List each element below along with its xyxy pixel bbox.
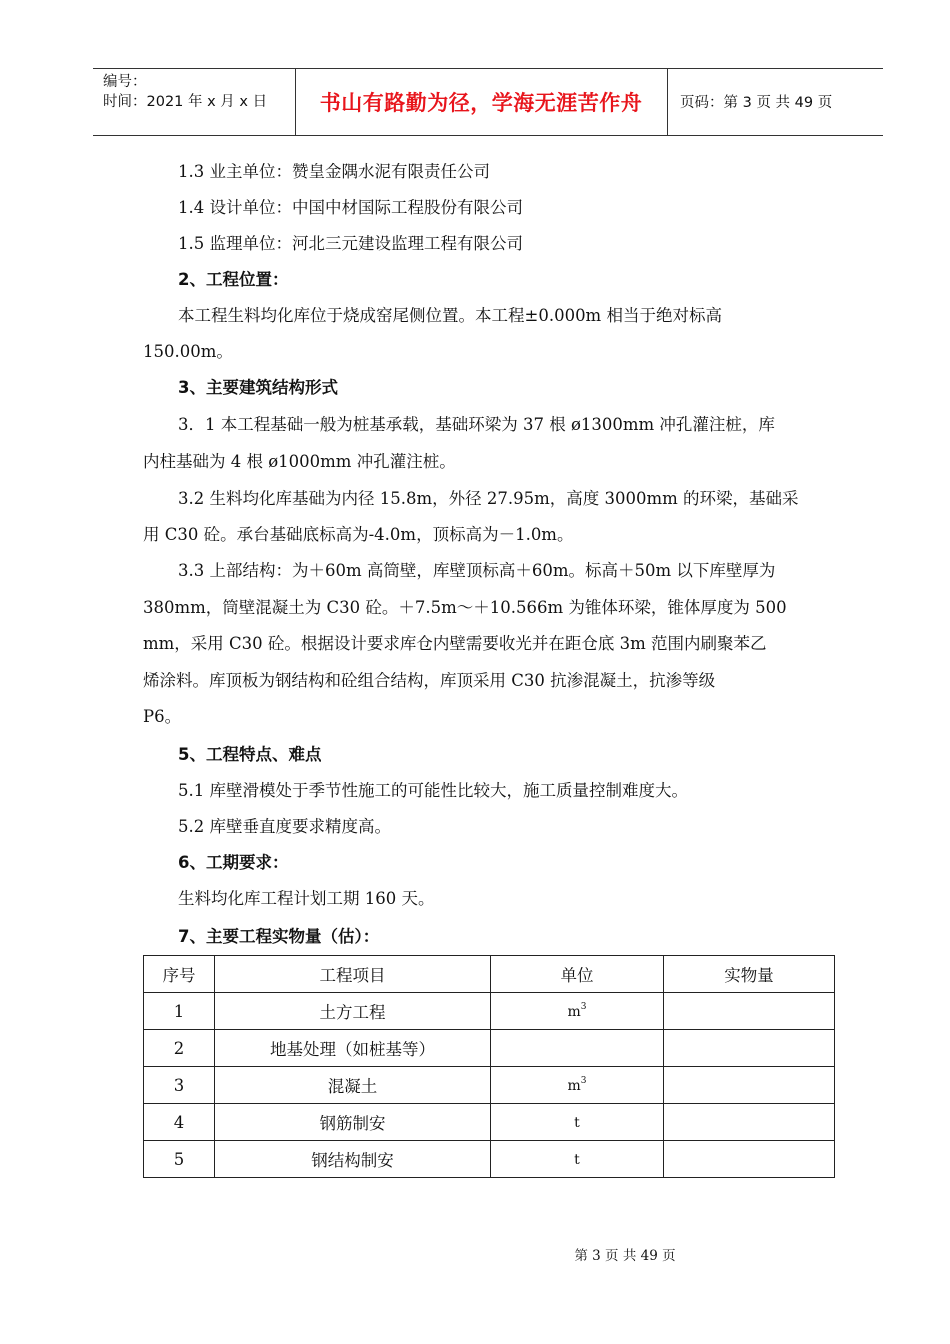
structure-3-1-line-2: 内柱基础为 4 根 ø1000mm 冲孔灌注桩。 bbox=[143, 452, 456, 471]
structure-3-3-line-3: mm，采用 C30 砼。根据设计要求库仓内壁需要收光并在距仓底 3m 范围内刷聚苯乙 bbox=[143, 634, 767, 653]
row-no: 1 bbox=[144, 993, 215, 1030]
row-qty bbox=[664, 1030, 835, 1067]
header-bottom-rule bbox=[93, 135, 883, 136]
section-heading-quantities: 7、主要工程实物量（估）： bbox=[178, 927, 380, 946]
row-no: 4 bbox=[144, 1104, 215, 1141]
structure-3-2-line-2: 用 C30 砼。承台基础底标高为-4.0m，顶标高为－1.0m。 bbox=[143, 525, 574, 544]
header-page-number: 页码：第 3 页 共 49 页 bbox=[680, 95, 833, 111]
features-5-1: 5.1 库壁滑模处于季节性施工的可能性比较大，施工质量控制难度大。 bbox=[178, 781, 688, 800]
supervision-unit-line: 1.5 监理单位：河北三元建设监理工程有限公司 bbox=[178, 234, 523, 253]
row-qty bbox=[664, 1141, 835, 1178]
table-row bbox=[144, 993, 835, 1030]
row-unit bbox=[491, 1141, 664, 1178]
table-row bbox=[144, 1104, 835, 1141]
page-footer: 第 3 页 共 49 页 bbox=[574, 1248, 676, 1264]
structure-3-3-line-2: 380mm，筒壁混凝土为 C30 砼。＋7.5m～＋10.566m 为锥体环梁，锥体厚度为 500 bbox=[143, 598, 787, 617]
section-heading-structure: 3、主要建筑结构形式 bbox=[178, 378, 338, 397]
row-unit bbox=[491, 1067, 664, 1104]
table-row bbox=[144, 1141, 835, 1178]
row-no: 3 bbox=[144, 1067, 215, 1104]
row-item: 混凝土 bbox=[215, 1067, 491, 1104]
design-unit-line: 1.4 设计单位：中国中材国际工程股份有限公司 bbox=[178, 198, 523, 217]
table-row bbox=[144, 1030, 835, 1067]
location-paragraph-line-1: 本工程生料均化库位于烧成窑尾侧位置。本工程±0.000m 相当于绝对标高 bbox=[178, 306, 722, 325]
document-date-label: 时间：2021 年 x 月 x 日 bbox=[103, 94, 268, 110]
row-item: 钢筋制安 bbox=[215, 1104, 491, 1141]
table-row bbox=[144, 1067, 835, 1104]
header-cell-item: 工程项目 bbox=[215, 956, 491, 993]
header-cell-no: 序号 bbox=[144, 956, 215, 993]
quantities-table bbox=[143, 955, 835, 1178]
location-paragraph-line-2: 150.00m。 bbox=[143, 342, 233, 361]
owner-unit-line: 1.3 业主单位：赞皇金隅水泥有限责任公司 bbox=[178, 162, 490, 181]
row-unit bbox=[491, 1104, 664, 1141]
unit-exponent: 3 bbox=[580, 1076, 587, 1086]
structure-3-3-line-4: 烯涂料。库顶板为钢结构和砼组合结构，库顶采用 C30 抗渗混凝土，抗渗等级 bbox=[143, 671, 716, 690]
row-no: 2 bbox=[144, 1030, 215, 1067]
row-unit bbox=[491, 1030, 664, 1067]
document-number-label: 编号： bbox=[103, 74, 147, 90]
unit-exponent: 3 bbox=[580, 1002, 587, 1012]
structure-3-3-line-5: P6。 bbox=[143, 707, 182, 726]
row-unit bbox=[491, 993, 664, 1030]
header-cell-unit: 单位 bbox=[491, 956, 664, 993]
header-cell-qty: 实物量 bbox=[664, 956, 835, 993]
unit-text: m bbox=[567, 1078, 581, 1094]
structure-3-2-line-1: 3.2 生料均化库基础为内径 15.8m，外径 27.95m，高度 3000mm 的环梁，基础采 bbox=[178, 489, 799, 508]
unit-text: m bbox=[567, 1004, 581, 1020]
row-qty bbox=[664, 993, 835, 1030]
header-motto: 书山有路勤为径，学海无涯苦作舟 bbox=[319, 90, 643, 115]
row-item: 地基处理（如桩基等） bbox=[215, 1030, 491, 1067]
unit-text: t bbox=[574, 1115, 580, 1131]
section-heading-schedule: 6、工期要求： bbox=[178, 853, 289, 872]
unit-text: t bbox=[574, 1152, 580, 1168]
schedule-paragraph: 生料均化库工程计划工期 160 天。 bbox=[178, 889, 435, 908]
header-meta bbox=[103, 72, 293, 112]
row-no: 5 bbox=[144, 1141, 215, 1178]
table-header-row bbox=[144, 956, 835, 993]
row-item: 钢结构制安 bbox=[215, 1141, 491, 1178]
section-heading-features: 5、工程特点、难点 bbox=[178, 745, 322, 764]
structure-3-3-line-1: 3.3 上部结构：为＋60m 高筒壁，库壁顶标高＋60m。标高＋50m 以下库壁厚为 bbox=[178, 561, 776, 580]
row-item: 土方工程 bbox=[215, 993, 491, 1030]
row-qty bbox=[664, 1104, 835, 1141]
row-qty bbox=[664, 1067, 835, 1104]
section-heading-location: 2、工程位置： bbox=[178, 270, 289, 289]
structure-3-1-line-1: 3．1 本工程基础一般为桩基承载，基础环梁为 37 根 ø1300mm 冲孔灌注桩，库 bbox=[178, 415, 775, 434]
features-5-2: 5.2 库壁垂直度要求精度高。 bbox=[178, 817, 391, 836]
